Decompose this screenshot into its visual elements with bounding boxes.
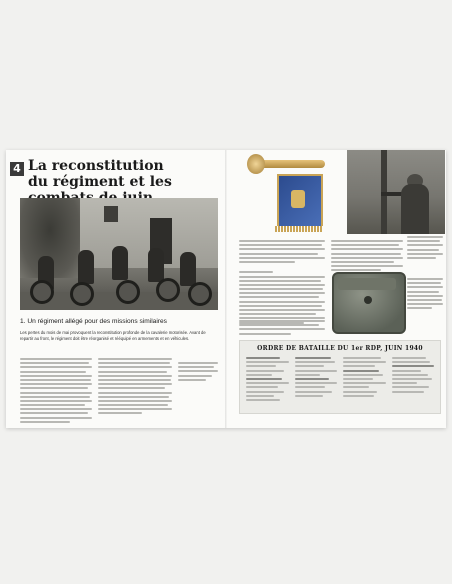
order-column bbox=[343, 357, 386, 409]
motorcycle-group-photo bbox=[20, 198, 218, 310]
right-page bbox=[227, 150, 446, 428]
banner-icon bbox=[277, 174, 323, 230]
right-body-column-1 bbox=[239, 240, 325, 324]
wheel-icon bbox=[30, 280, 54, 304]
book-spread bbox=[6, 150, 446, 428]
section-heading: 1. Un régiment allégé pour des missions similaires bbox=[20, 318, 167, 325]
soldier-with-bugle-photo bbox=[347, 150, 445, 234]
bugle-with-banner-photo bbox=[247, 150, 339, 234]
photo-caption bbox=[178, 362, 218, 381]
body-column-1 bbox=[20, 358, 92, 423]
right-body-column-2 bbox=[331, 240, 403, 271]
chapter-title: La reconstitution du régiment et les bbox=[28, 158, 172, 190]
order-of-battle-columns bbox=[246, 357, 434, 409]
wheel-icon bbox=[156, 278, 180, 302]
rider bbox=[78, 250, 94, 284]
wheel-icon bbox=[70, 282, 94, 306]
chapter-number-badge: 4 bbox=[10, 162, 24, 176]
field-box-photo bbox=[332, 272, 406, 334]
order-column bbox=[295, 357, 338, 409]
order-column bbox=[392, 357, 435, 409]
left-page bbox=[6, 150, 225, 428]
order-column bbox=[246, 357, 289, 409]
body-column-2 bbox=[98, 358, 172, 414]
caption-box bbox=[407, 278, 443, 309]
right-body-column-3 bbox=[239, 320, 325, 335]
order-of-battle-box bbox=[239, 340, 441, 414]
wheel-icon bbox=[116, 280, 140, 304]
order-of-battle-title: ORDRE DE BATAILLE DU 1er RDP, JUIN 1940 bbox=[257, 345, 423, 352]
section-intro: Les pertes du mois de mai provoquent la reconstitution profonde de la cavalerie motorisée. Avant de repartir au front, le régiment doit être réorganisé et rééquipé en armements et en véhicules. bbox=[20, 330, 206, 341]
caption-soldier bbox=[407, 236, 443, 259]
rider bbox=[112, 246, 128, 280]
wheel-icon bbox=[188, 282, 212, 306]
rider bbox=[148, 248, 164, 282]
rider bbox=[180, 252, 196, 286]
